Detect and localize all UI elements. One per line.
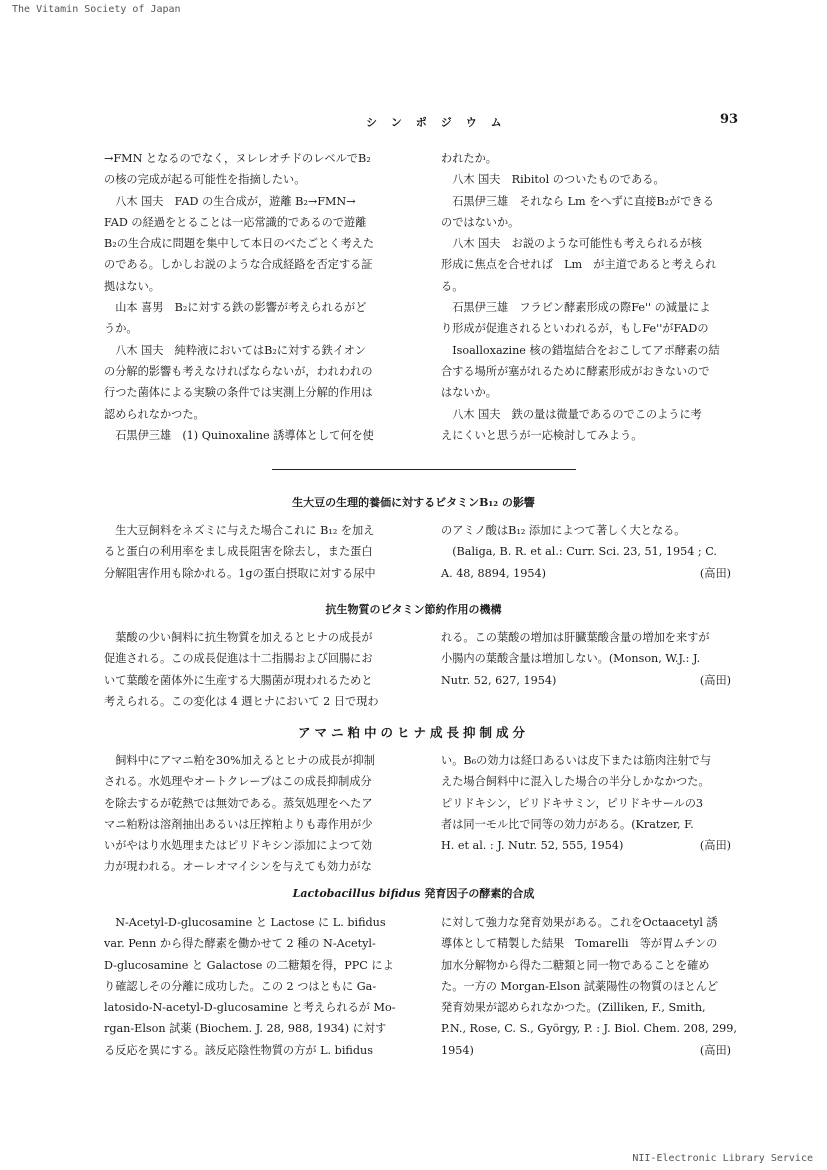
text-line: の分解的影響も考えなければならないが，われわれの bbox=[104, 364, 373, 378]
text-line: に対して強力な発育効果がある。これをOctaacetyl 誘 bbox=[441, 916, 718, 929]
article-title-bifidus-italic: Lactobacillus bifidus bbox=[292, 887, 421, 900]
text-line: 八木 国夫 鉄の量は微量であるのでこのように考 bbox=[441, 407, 702, 421]
text-line: 石黒伊三雄 フラビン酵素形成の際Fe'' の減量によ bbox=[441, 301, 711, 315]
text-line: い。B₆の効力は経口あるいは皮下または筋肉注射で与 bbox=[441, 754, 712, 767]
text-line: のアミノ酸はB₁₂ 添加によつて著しく大となる。 bbox=[441, 524, 686, 537]
text-line: される。水処理やオートクレーブはこの成長抑制成分 bbox=[104, 775, 372, 789]
text-line: 導体として精製した結果 Tomarelli 等が胃ムチンの bbox=[441, 937, 718, 951]
article-title-bifidus bbox=[0, 885, 827, 901]
symposium-left-column bbox=[104, 148, 374, 446]
text-line: FAD の経過をとることは一応常識的であるので遊離 bbox=[104, 215, 367, 229]
text-line: ると蛋白の利用率をまし成長阻害を除去し，また蛋白 bbox=[104, 545, 373, 559]
text-line: →FMN となるのでなく，ヌレレオチドのレベルでB₂ bbox=[104, 152, 371, 165]
text-line: 八木 国夫 FAD の生合成が，遊離 B₂→FMN→ bbox=[104, 194, 356, 208]
text-line: 考えられる。この変化は 4 週ヒナにおいて 2 日で現わ bbox=[104, 694, 379, 708]
article-credit: (高田) bbox=[699, 839, 731, 853]
text-line: A. 48, 8894, 1954) (高田) bbox=[441, 563, 737, 584]
source-header: The Vitamin Society of Japan bbox=[12, 4, 181, 15]
text-line: る。 bbox=[441, 279, 464, 293]
text-line: rgan-Elson 試薬 (Biochem. J. 28, 988, 1934) に対す bbox=[104, 1022, 387, 1036]
text-line: 葉酸の少い飼料に抗生物質を加えるとヒナの成長が bbox=[104, 631, 373, 644]
text-line: のである。しかしお説のような合成経路を否定する証 bbox=[104, 258, 373, 272]
article-linseed-left bbox=[104, 750, 375, 878]
text-line: 者は同一モル比で同等の効力がある。(Kratzer, F. bbox=[441, 817, 694, 831]
text-line: 八木 国夫 純粋液においてはB₂に対する鉄イオン bbox=[104, 343, 367, 357]
text-line: 合する場所が塞がれるために酵素形成がおきないので bbox=[441, 364, 710, 378]
article-soybean-left bbox=[104, 520, 376, 584]
text-line: のではないか。 bbox=[441, 215, 520, 229]
article-title-antibiotic: 抗生物質のビタミン節約作用の機構 bbox=[325, 603, 502, 616]
text-line: れる。この葉酸の増加は肝臓葉酸含量の増加を来すが bbox=[441, 631, 710, 644]
article-linseed-right bbox=[441, 750, 737, 856]
text-line: はないか。 bbox=[441, 386, 497, 400]
text-line: 1954) (高田) bbox=[441, 1040, 737, 1061]
text-line: うか。 bbox=[104, 322, 138, 336]
text-line: 促進される。この成長促進は十二指腸および回腸にお bbox=[104, 652, 373, 666]
running-head: シンポジウム bbox=[366, 116, 516, 129]
text-line: 力が現われる。オーレオマイシンを与えても効力がな bbox=[104, 860, 372, 874]
text-line: 行つた菌体による実験の条件では実測上分解的作用は bbox=[104, 386, 373, 400]
text-line: Nutr. 52, 627, 1954) (高田) bbox=[441, 670, 737, 691]
text-line: var. Penn から得た酵素を働かせて 2 種の N-Acetyl- bbox=[104, 937, 376, 951]
text-line: た。一方の Morgan-Elson 試薬陽性の物質のほとんど bbox=[441, 979, 719, 993]
article-bifidus-right bbox=[441, 912, 737, 1061]
text-line: マニ粕粉は溶剤抽出あるいは圧搾粕よりも毒作用が少 bbox=[104, 817, 373, 831]
text-line: えにくいと思うが一応検討してみよう。 bbox=[441, 428, 643, 442]
text-line: われたか。 bbox=[441, 152, 497, 165]
text-line: ピリドキシン，ピリドキサミン，ピリドキサールの3 bbox=[441, 796, 704, 810]
text-line: 生大豆飼料をネズミに与えた場合これに B₁₂ を加え bbox=[104, 524, 375, 537]
page-number: 93 bbox=[720, 112, 739, 127]
text-line: 石黒伊三雄 (1) Quinoxaline 誘導体として何を使 bbox=[104, 428, 374, 442]
text-line: り確認しその分離に成功した。この 2 つはともに Ga- bbox=[104, 979, 377, 993]
text-line: る反応を異にする。該反応陰性物質の方が L. bifidus bbox=[104, 1043, 373, 1057]
article-credit: (高田) bbox=[699, 1043, 731, 1057]
section-divider bbox=[272, 469, 576, 470]
text-line: いて葉酸を菌体外に生産する大腸菌が現われるためと bbox=[104, 673, 373, 687]
text-line: 石黒伊三雄 それなら Lm をへずに直接B₂ができる bbox=[441, 194, 714, 208]
text-line: B₂の生合成に問題を集中して本日のべたごとく考えた bbox=[104, 237, 375, 251]
text-line: 分解阻害作用も除かれる。1gの蛋白摂取に対する尿中 bbox=[104, 566, 376, 580]
text-line: D-glucosamine と Galactose の二糖類を得，PPC によ bbox=[104, 958, 394, 972]
text-line: H. et al. : J. Nutr. 52, 555, 1954) (高田) bbox=[441, 835, 737, 856]
text-line: 発育効果が認められなかつた。(Zilliken, F., Smith, bbox=[441, 1001, 706, 1015]
article-antibiotic-right bbox=[441, 627, 737, 691]
text-line: を除去するが乾熱では無効である。蒸気処理をへたア bbox=[104, 796, 373, 810]
text-line: 八木 国夫 Ribitol のついたものである。 bbox=[441, 173, 665, 187]
text-line: 山本 喜男 B₂に対する鉄の影響が考えられるがど bbox=[104, 301, 367, 315]
article-title-soybean: 生大豆の生理的養価に対するビタミンB₁₂ の影響 bbox=[292, 496, 535, 509]
text-line: 拠はない。 bbox=[104, 279, 160, 293]
article-soybean-right bbox=[441, 520, 737, 584]
text-line: 八木 国夫 お説のような可能性も考えられるが核 bbox=[441, 237, 702, 251]
text-line: 加水分解物から得た二糖類と同一物であることを確め bbox=[441, 958, 710, 972]
text-line: Isoalloxazine 核の錯塩結合をおこしてアポ酵素の結 bbox=[441, 343, 720, 357]
article-credit: (高田) bbox=[699, 673, 731, 687]
text-line: latosido-N-acetyl-D-glucosamine と考えられるが Mo- bbox=[104, 1001, 396, 1015]
text-line: 小腸内の葉酸含量は増加しない。(Monson, W.J.: J. bbox=[441, 652, 701, 666]
text-line: (Baliga, B. R. et al.: Curr. Sci. 23, 51, 1954 ; C. bbox=[441, 545, 717, 559]
article-title-bifidus-text: 発育因子の酵素的合成 bbox=[424, 887, 535, 900]
article-antibiotic-left bbox=[104, 627, 379, 712]
text-line: N-Acetyl-D-glucosamine と Lactose に L. bifidus bbox=[104, 916, 386, 929]
text-line: 認められなかつた。 bbox=[104, 407, 205, 421]
text-line: 飼料中にアマニ粕を30%加えるとヒナの成長が抑制 bbox=[104, 754, 375, 767]
text-line: P.N., Rose, C. S., György, P. : J. Biol. Chem. 208, 299, bbox=[441, 1022, 737, 1036]
text-line: えた場合飼料中に混入した場合の半分しかなかつた。 bbox=[441, 775, 710, 789]
symposium-right-column bbox=[441, 148, 720, 446]
text-line: の核の完成が起る可能性を指摘したい。 bbox=[104, 173, 306, 187]
text-line: いがやはり水処理またはピリドキシン添加によつて効 bbox=[104, 839, 373, 853]
article-title-linseed: アマニ粕中のヒナ成長抑制成分 bbox=[297, 725, 529, 740]
source-footer: NII-Electronic Library Service bbox=[632, 1153, 813, 1164]
article-bifidus-left bbox=[104, 912, 396, 1061]
article-credit: (高田) bbox=[699, 566, 731, 580]
text-line: 形成に焦点を合せれば Lm が主道であると考えられ bbox=[441, 258, 717, 272]
text-line: り形成が促進されるといわれるが，もしFe''がFADの bbox=[441, 322, 709, 336]
